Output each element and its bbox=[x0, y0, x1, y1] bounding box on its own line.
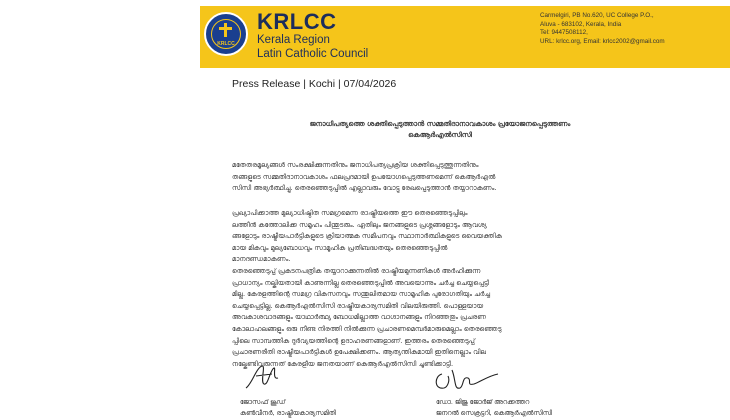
paragraph-line: സിസി അഭ്യർത്ഥിച്ചു. തെരഞ്ഞെടുപ്പിൽ എല്ലാവരും വോട്ടു രേഖപ്പെടുത്താൻ തയ്യാറാകണം. bbox=[232, 184, 497, 193]
paragraph-line: മാനദണ്ഡമാകണം. bbox=[232, 255, 291, 264]
paragraph-line: മായ മികവും മുല്യബോധവും സാമൂഹിക പ്രതിബദ്ധതയും തെരഞ്ഞെടുപ്പിൽ bbox=[232, 243, 448, 252]
signature-2-image bbox=[432, 366, 502, 394]
signature-1-scribble bbox=[242, 362, 286, 394]
paragraph-line: തെരഞ്ഞെടുപ്പ് പ്രകടനപത്രിക തയ്യാറാക്കുന്നതിൽ രാഷ്ട്രീയമുന്നണികൾ അർഹിക്കുന്ന bbox=[232, 267, 481, 275]
signatory-1 bbox=[240, 397, 336, 419]
paragraph-line: പ്പിലെ സാമ്പത്തിക ദുർവ്യയത്തിന്റെ ഉദാഹരണങ്ങളാണ്. ഇത്തരം തെരഞ്ഞെടുപ്പ് bbox=[232, 336, 475, 345]
paragraph-line: നല്കേണ്ടിവരുന്നത് കേരളീയ ജനതയാണ് കെആർഎൽസിസി ചൂണ്ടിക്കാട്ടി. bbox=[232, 359, 454, 368]
logo-cross-vertical bbox=[224, 23, 227, 37]
krlcc-logo-emblem bbox=[204, 12, 248, 56]
org-name-line-1: Kerala Region bbox=[257, 34, 330, 46]
address-line: URL: krlcc.org, Email: krlcc2002@gmail.com bbox=[540, 37, 665, 45]
logo-text: KRLCC bbox=[217, 41, 235, 47]
logo-cross-horizontal bbox=[219, 27, 232, 30]
address-line: Carmelgiri, PB No.620, UC College P.O., bbox=[540, 12, 654, 19]
paragraph-line: അവകാശവാദങ്ങളും യാഥാർത്ഥ്യ ബോധമില്ലാത്ത വാഗ്ദാനങ്ങളും നിറഞ്ഞതും പ്രചരണ bbox=[232, 313, 486, 322]
org-short-name: KRLCC bbox=[257, 9, 337, 34]
paragraph-line: മില്ല. കേരളത്തിന്റെ സമഗ്ര വികസനവും സന്തുലിതമായ സാമൂഹിക പുരോഗതിയും ചർച്ച bbox=[232, 290, 491, 299]
paragraph-line: പ്രചാരണരീതി രാഷ്ട്രീയപാർട്ടികൾ ഉപേക്ഷിക്കണം. ആത്യന്തികമായി ഇതിനെല്ലാം വില bbox=[232, 348, 487, 357]
signature-2-scribble bbox=[432, 366, 502, 394]
signatory-2-name: ഡോ. ജിജു ജോർജ് അറക്കത്തറ bbox=[436, 398, 530, 406]
signatory-1-title: കൺവീനർ, രാഷ്ട്രീയകാര്യസമിതി bbox=[240, 409, 336, 417]
paragraph-line: ങ്ങളോടും രാഷ്ട്രീയപാർട്ടികളുടെ ക്രിയാത്മക സമീപനവും സ്ഥാനാർത്ഥികളുടെ വൈയക്തിക bbox=[232, 232, 502, 241]
paragraph-line: പ്രഖ്യാപിക്കാത്ത മുല്യാധിഷ്ഠിത സമഗ്രമെന്ന രാഷ്ട്രീയത്തെ ഈ തെരഞ്ഞെടുപ്പിലും bbox=[232, 209, 468, 217]
signatory-2-title: ജനറൽ സെക്രട്ടറി, കെആർഎൽസിസി bbox=[436, 409, 553, 417]
org-address-block bbox=[540, 12, 730, 46]
paragraph-line: തങ്ങളുടെ സമ്മതിദാനാവകാശം ഫലപ്രദമായി ഉപയോഗപ്പെടുത്തണമെന്ന് കെആർഎൽ bbox=[232, 172, 496, 181]
signature-1-image bbox=[242, 362, 286, 394]
paragraph-line: ചെയ്യപ്പെട്ടില്ല. കെആർഎൽസിസി രാഷ്ട്രീയകാര്യസമിതി വിലയിരുത്തി. പൊള്ളയായ bbox=[232, 301, 484, 310]
paragraph-line: കോലാഹലങ്ങളും ഒരു നീണ്ട നിരത്തി നിൽക്കുന്ന പ്രചാരണമെമ്പർമാരുമെല്ലാം തെരഞ്ഞെടു bbox=[232, 324, 502, 333]
release-headline: ജനാധിപത്യത്തെ ശക്തിപ്പെടുത്താൻ സമ്മതിദാനാവകാശം പ്രയോജനപ്പെടുത്തണം bbox=[309, 120, 571, 128]
paragraph-line: പ്രാധാന്യം നല്കിയതായി കാണുന്നില്ല തെരഞ്ഞെടുപ്പിൽ അവയൊന്നും ചർച്ച ചെയ്യപ്പെട്ടി bbox=[232, 278, 490, 287]
address-line: Tel: 9447508112, bbox=[540, 29, 588, 37]
signatory-1-name: ജോസഫ് ജൂഡ് bbox=[240, 398, 286, 406]
paragraph-line: ലത്തീൻ കത്തോലിക്ക സമൂഹം പിന്തുടരും. ഏതിലും ജനങ്ങളുടെ പ്രശ്നങ്ങളോടും ആവശ്യ bbox=[232, 220, 487, 229]
address-line: Aluva - 683102, Kerala, India bbox=[540, 20, 622, 28]
body-paragraph-3 bbox=[232, 266, 660, 370]
paragraph-line: മതേതരമൂല്യങ്ങൾ സംരക്ഷിക്കുന്നതിനും ജനാധിപത്യപ്രക്രിയ ശക്തിപ്പെടുത്തുന്നതിനും bbox=[232, 161, 479, 169]
release-headline-sub: കെആർഎൽസിസി bbox=[408, 131, 472, 139]
signatory-2 bbox=[436, 397, 552, 419]
press-release-dateline: Press Release | Kochi | 07/04/2026 bbox=[232, 78, 397, 90]
body-paragraph-1 bbox=[232, 160, 660, 195]
org-name-line-2: Latin Catholic Council bbox=[257, 48, 369, 60]
body-paragraph-2 bbox=[232, 208, 660, 266]
